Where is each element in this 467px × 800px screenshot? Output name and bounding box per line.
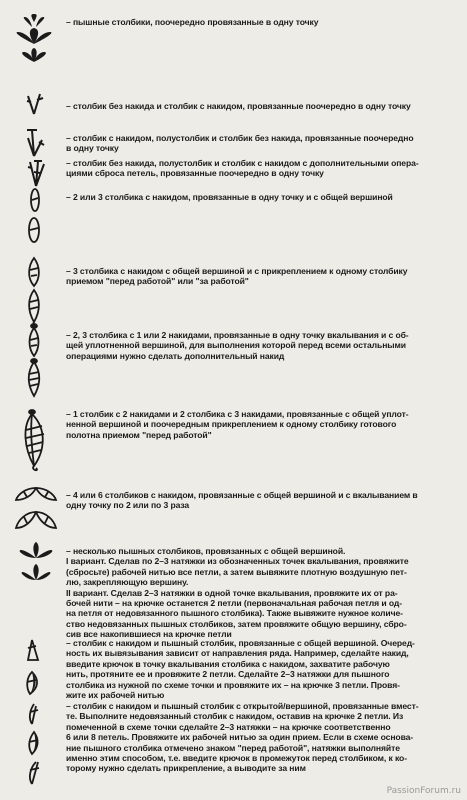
entry-text: – столбик без накида, полустолбик и столбик с накидом с дополнительными опера- циями сброса петель, провязанные поочередно в одну точку (66, 158, 419, 179)
cluster-2-3-dc-icon (14, 186, 54, 246)
entry-text: – 3 столбика с накидом с общей вершиной и с прикреплением к одному столбику приемом "перед работой" или "за работой" (66, 266, 408, 287)
dc-and-puff-joined-icon (14, 638, 54, 698)
entry-text: – столбик без накида и столбик с накидом, провязанные поочередно в одну точку (66, 101, 411, 111)
watermark: PassionForum.ru (386, 786, 461, 796)
cluster-2-3-yo-front-post-icon (14, 408, 54, 472)
fan-of-puff-stitches-icon (14, 14, 54, 68)
entry-text: – 4 или 6 столбиков с накидом, провязанные с общей вершиной и с вкалыванием в одну точку по 2 или по 3 раза (66, 490, 418, 511)
entry-text: – несколько пышных столбиков, провязанных с общей вершиной. I вариант. Сделав по 2–3 натяжки из обозначенных точек вкалывания, провяжите (сбросьте) рабочей нитью все петли, а затем вывяжите плотную воздушную пет- лю, закрепляющую вершину. II вариант. Сделав 2–3 натяжки в одной точке вкалывания, провяжите их от ра- бочей нити – на крючке останется 2 петли (первоначальная рабочая петля и од- на петля от недовязанного пышного столбика). Также вывяжите нужное количе- ство недовязанных пышных столбиков, затем провяжите общую вершину, сбро- сив все накопившиеся на крючке петли (66, 546, 409, 640)
entry-text: – 1 столбик с 2 накидами и 2 столбика с 3 накидами, провязанные с общей уплот- ненной вершиной и поочередным прикреплением к одному столбику готового полотна приемом "перед работой" (66, 409, 409, 440)
cluster-1-2-yo-sealed-top-icon (14, 322, 54, 402)
entry-text: – столбик с накидом и пышный столбик, провязанные с общей вершиной. Очеред- ность их вывязывания зависит от направления ряда. Например, сделайте накид, введите крючок в точку вкалывания столбика с накидом, захватите рабочую нить, протяните ее и провяжите 2 петли. Сделайте 2–3 натяжки для пышного столбика из нужной по схеме точки и провяжите их – на крючке 3 петли. Провя- жите их рабочей нитью (66, 638, 415, 701)
puff-stitch-cluster-icon (14, 540, 54, 600)
cluster-3-dc-front-post-icon (14, 256, 54, 326)
entry-text: – столбик с накидом и пышный столбик с открытой/вершиной, провязанные вмест- те. Выполните недовязанный столбик с накидом, оставив на крючке 2 петли. Из помеченной в схеме точки сделайте 2–3 натяжки – на крючке соответственно 6 или 8 петель. Провяжите их рабочей нитью за один прием. Если в схеме основа- ние пышного столбика отмечено знаком "перед работой", натяжки выполняйте именно этим способом, т.е. введите крючок в промежуток перед столбиком, к ко- торому нужно сделать прикрепление, а выводите за ним (66, 701, 419, 774)
open-top-dc-puff-icon (14, 702, 54, 788)
entry-text: – пышные столбики, поочередно провязанные в одну точку (66, 17, 319, 27)
v-stitch-sc-dc-icon (14, 92, 54, 118)
cluster-4-6-dc-spread-icon (14, 484, 54, 538)
entry-text: – 2, 3 столбика с 1 или 2 накидами, провязанные в одну точку вкалывания и с об- щей уплотненной вершиной, для выполнения которой перед всеми остальными операциями нужно сделать дополнительный накид (66, 330, 409, 361)
entry-text: – 2 или 3 столбика с накидом, провязанные в одну точку и с общей вершиной (66, 192, 393, 202)
entry-text: – столбик с накидом, полустолбик и столбик без накида, провязанные поочередно в одну точку (66, 133, 414, 154)
dc-hdc-sc-fan-icon (14, 128, 54, 160)
